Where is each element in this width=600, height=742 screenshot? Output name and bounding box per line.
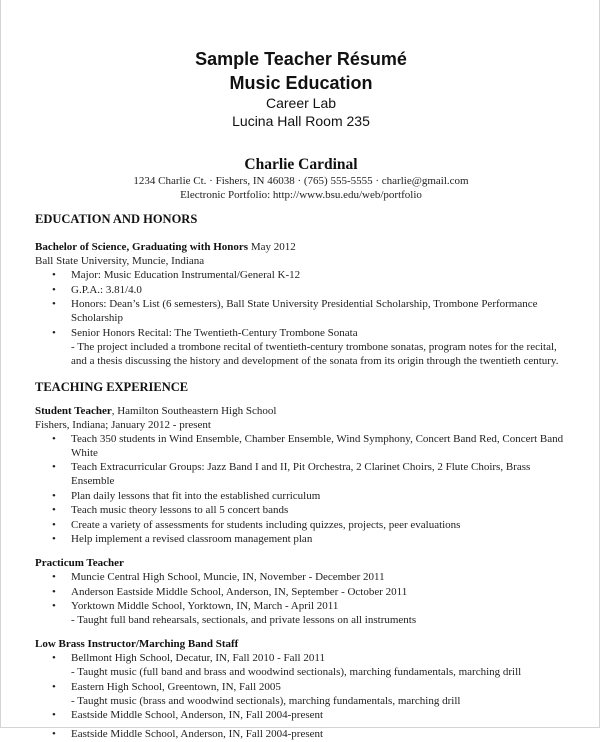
- item-note: - The project included a trombone recital of twentieth-century trombone sonatas, program notes for the recital, and a thesis discussing the history and development of the sonata from its origin through the twentieth century.: [71, 340, 559, 367]
- list-item: • Plan daily lessons that fit into the established curriculum: [71, 489, 575, 503]
- resume-body: [35, 212, 575, 742]
- item-note: - Taught music (brass and woodwind sectionals), marching fundamentals, marching drill: [71, 694, 461, 707]
- contact-info: 1234 Charlie Ct. · Fishers, IN 46038 · (765) 555-5555 · charlie@gmail.com: [133, 175, 469, 187]
- job-location: Fishers, Indiana; January 2012 - present: [35, 418, 211, 431]
- low-brass-block: [35, 637, 575, 741]
- degree-date: May 2012: [248, 241, 296, 253]
- student-teacher-block: [35, 404, 575, 547]
- education-section: [35, 212, 575, 368]
- list-item: [71, 680, 575, 708]
- section-heading: EDUCATION AND HONORS: [35, 212, 198, 226]
- list-item: [71, 599, 575, 627]
- list-item: [71, 651, 575, 679]
- list-item: • Help implement a revised classroom management plan: [71, 532, 575, 546]
- list-item: • Teach music theory lessons to all 5 concert bands: [71, 503, 575, 517]
- job-title: Low Brass Instructor/Marching Band Staff: [35, 638, 239, 650]
- document-subtitle: Music Education: [229, 73, 373, 93]
- practicum-block: [35, 556, 575, 627]
- section-heading: TEACHING EXPERIENCE: [35, 379, 189, 394]
- document-title: Sample Teacher Résumé: [195, 49, 407, 69]
- list-item: • Teach 350 students in Wind Ensemble, Chamber Ensemble, Wind Symphony, Concert Band Red, Concert Band White: [71, 432, 575, 460]
- job-title: Student Teacher: [35, 404, 112, 417]
- item-text: Yorktown Middle School, Yorktown, IN, March - April 2011: [71, 600, 339, 612]
- header-line-4: Lucina Hall Room 235: [232, 113, 370, 129]
- item-note: - Taught music (full band and brass and woodwind sectionals), marching fundamentals, marching drill: [71, 666, 522, 678]
- list-item: • Muncie Central High School, Muncie, IN, November - December 2011: [71, 570, 575, 584]
- list-item: • Major: Music Education Instrumental/General K-12: [71, 268, 575, 282]
- school: Ball State University, Muncie, Indiana: [35, 255, 205, 267]
- person-name: Charlie Cardinal: [244, 156, 358, 173]
- list-item: • Anderson Eastside Middle School, Anderson, IN, September - October 2011: [71, 585, 575, 599]
- list-item: • Eastside Middle School, Anderson, IN, Fall 2004-present: [71, 727, 575, 741]
- header-line-3: Career Lab: [265, 95, 337, 111]
- list-item: • Teach Extracurricular Groups: Jazz Band I and II, Pit Orchestra, 2 Clarinet Choirs, 2 Flute Choirs, Brass Ensemble: [71, 460, 575, 488]
- experience-section: [35, 380, 575, 742]
- item-text: Eastern High School, Greentown, IN, Fall 2005: [71, 680, 281, 693]
- job-title: Practicum Teacher: [35, 557, 124, 569]
- list-item: • Create a variety of assessments for students including quizzes, projects, peer evaluations: [71, 518, 575, 532]
- list-item: [71, 326, 575, 368]
- list-item: • Honors: Dean’s List (6 semesters), Ball State University Presidential Scholarship, Trombone Performance Scholarship: [71, 297, 575, 325]
- item-note: - Taught full band rehearsals, sectionals, and private lessons on all instruments: [71, 614, 417, 626]
- item-text: Senior Honors Recital: The Twentieth-Century Trombone Sonata: [71, 326, 358, 339]
- item-text: Bellmont High School, Decatur, IN, Fall 2010 - Fall 2011: [71, 652, 325, 664]
- list-item: • Eastside Middle School, Anderson, IN, Fall 2004-present: [71, 708, 575, 722]
- portfolio-link: Electronic Portfolio: http://www.bsu.edu/web/portfolio: [180, 189, 422, 201]
- degree: Bachelor of Science, Graduating with Honors: [35, 241, 249, 253]
- job-org: , Hamilton Southeastern High School: [111, 404, 277, 417]
- list-item: • G.P.A.: 3.81/4.0: [71, 283, 575, 297]
